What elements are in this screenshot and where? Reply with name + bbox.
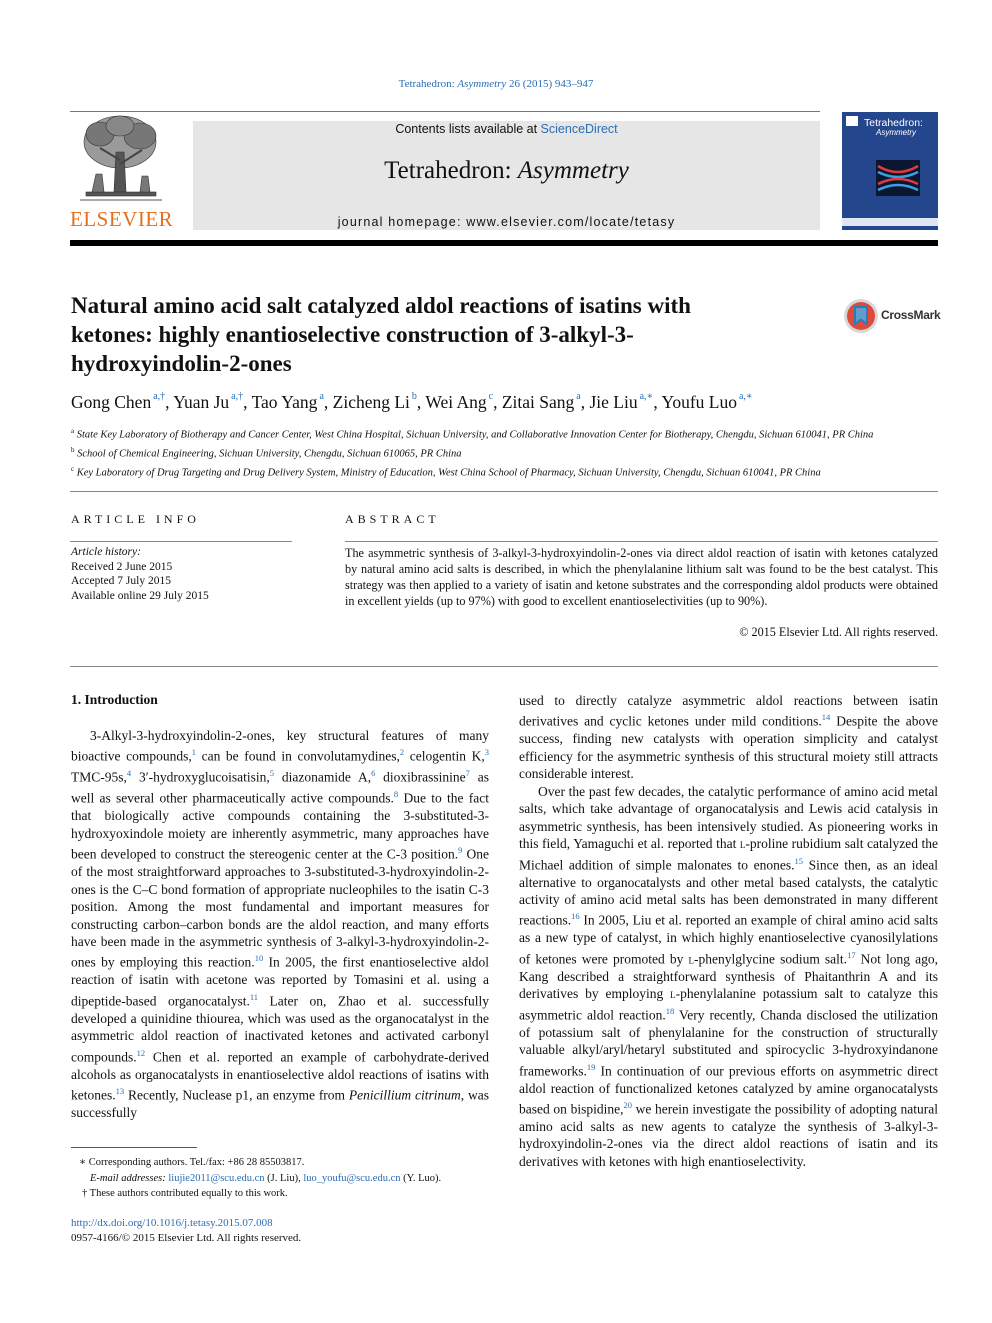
reference-link[interactable]: 18	[665, 1005, 675, 1016]
author-affiliation-marker[interactable]: b	[411, 391, 417, 402]
email-addresses: E-mail addresses: liujie2011@scu.edu.cn (J. Liu), luo_youfu@scu.edu.cn (Y. Luo).	[90, 1172, 442, 1184]
elsevier-tree-icon	[70, 112, 172, 208]
reference-link[interactable]: 11	[249, 991, 259, 1002]
author-affiliation-marker[interactable]: a,∗	[738, 391, 753, 402]
divider	[70, 666, 938, 667]
reference-link[interactable]: 5	[269, 768, 275, 779]
email-link[interactable]: luo_youfu@scu.edu.cn	[303, 1172, 401, 1184]
reference-link[interactable]: 2	[399, 747, 405, 758]
author-name: Youfu Luo	[661, 392, 737, 412]
abstract-heading: ABSTRACT	[345, 512, 440, 526]
reference-link[interactable]: 6	[371, 768, 376, 779]
article-info-heading: ARTICLE INFO	[71, 512, 200, 526]
journal-citation[interactable]: Tetrahedron: Asymmetry 26 (2015) 943–947	[398, 78, 594, 90]
reference-link[interactable]: 15	[794, 855, 804, 866]
issn-copyright: 0957-4166/© 2015 Elsevier Ltd. All rights reserved.	[71, 1232, 302, 1244]
author-affiliation-marker[interactable]: a,†	[153, 391, 166, 402]
author-affiliation-marker[interactable]: a,∗	[639, 391, 654, 402]
author-name: Wei Ang	[425, 392, 487, 412]
reference-link[interactable]: 19	[586, 1061, 596, 1072]
author-affiliation-marker[interactable]: a,†	[231, 391, 244, 402]
cover-artwork-icon	[876, 160, 920, 196]
author-name: Jie Liu	[589, 392, 638, 412]
author-affiliation-marker[interactable]: a	[319, 391, 324, 402]
author-list: Gong Chen $^{a,\dagger}$, Yuan Ju $^{a,\dagger}$, Tao Yang $^a$, Zicheng Li $^b$, Wei Ang $^c$, Zitai Sang $^a$, Jie Liu $^{a,∗}$, Youfu Luo $^{a,∗}$	[71, 391, 753, 412]
body-paragraph: 3-Alkyl-3-hydroxyindolin-2-ones, key structural features of many bioactive compounds,$^1$ can be found in convolutamydines,$^2$ celogentin K,$^3$ TMC-95s,$^4$ 3′-hydroxyglucoisatisin,$^5$ diazonamide A,$^6$ dioxibrassinine$^7$ as well as several other pharmaceutically active compounds.$^8$ Due to the fact that biologically active compounds containing the 3-substituted-3-hydroxyoxindole moiety are inherently asymmetric, many approaches have been developed to construct the stereogenic center at the C-3 position.$^9$ One of the most straightforward approaches to 3-substituted-3-hydroxyindolin-2-ones is the C–C bond formation of appropriate nucleophiles to the isatin C-3 position. Among the most fundamental and important measures for constructing carbon–carbon bonds are the aldol reaction, and many efforts have been made in the asymmetric synthesis of 3-alkyl-3-hydroxyindolin-2-ones by employing this reaction.$^{10}$ In 2005, the first enantioselective aldol reaction of isatin with acetone was reported by Tomasini et al. using a dipeptide-based organocatalyst.$^{11}$ Later on, Zhao et al. successfully developed a quinidine thiourea, which was used as the organocatalyst in the asymmetric aldol reaction of inactivated ketones and activated carbonyl compounds.$^{12}$ Chen et al. reported an example of carbohydrate-derived alcohols as organocatalysts in enantioselective aldol reactions of isatins with ketones.$^{13}$ Recently, Nuclease p1, an enzyme from Penicillium citrinum, was successfully	[71, 728, 490, 1121]
author-name: Zitai Sang	[501, 392, 575, 412]
reference-link[interactable]: 1	[191, 747, 196, 758]
reference-link[interactable]: 4	[126, 768, 132, 779]
body-column-left	[71, 727, 489, 1122]
email-link[interactable]: liujie2011@scu.edu.cn	[168, 1172, 265, 1184]
author-affiliation-marker[interactable]: a	[576, 391, 581, 402]
author-name: Gong Chen	[71, 392, 152, 412]
reference-link[interactable]: 7	[465, 768, 470, 779]
reference-link[interactable]: 16	[571, 911, 580, 922]
body-paragraph: Over the past few decades, the catalytic performance of amino acid metal salts, which take advantage of organocatalysis and Lewis acid catalysis in asymmetric synthesis, has been intensively studied. As pioneering works in this field, Yamaguchi et al. reported that l-proline rubidium salt catalyzed the Michael addition of simple malonates to enones.$^{15}$ Since then, as an ideal alternative to organocatalysts and other metal based catalysts, the catalytic activity of amino acid metal salts has been demonstrated in many different reactions.$^{16}$ In 2005, Liu et al. reported an example of chiral amino acid salts as a new type of catalyst, in which highly enantioselective cyanosilylations of ketones were promoted by l-phenylglycine sodium salt.$^{17}$ Not long ago, Kang described a straightforward synthesis of Phaitanthrin A and its derivatives by employing l-phenylalanine potassium salt to catalyze this asymmetric aldol reaction.$^{18}$ Very recently, Chanda disclosed the utilization of potassium salt of phenylalanine for the construction of structurally valuable alkyl/aryl/hetaryl substituted and spirocyclic 3-hydroxyindanone frameworks.$^{19}$ In continuation of our previous efforts on asymmetric direct aldol reaction of functionalized ketones catalyzed by amine organocatalysts based on bispidine,$^{20}$ we herein investigate the possibility of adopting natural amino acid salts as new agents to catalyze the synthesis of 3-alkyl-3-hydroxyindolin-2-ones via the direct aldol reactions of isatin and its derivatives with ketones with high enantioselectivity.	[519, 783, 939, 1169]
affiliation: $^a$ State Key Laboratory of Biotherapy and Cancer Center, West China Hospital, Sichuan University, and Collaborative Innovation Center for Biotherapy, Chengdu, Sichuan 610041, PR China	[71, 427, 874, 441]
header-top-rule	[70, 111, 820, 112]
reference-link[interactable]: 17	[847, 949, 856, 960]
author-name: Yuan Ju	[173, 392, 230, 412]
contents-available: Contents lists available at ScienceDirect	[395, 122, 618, 136]
article-history: Article history: Received 2 June 2015 Accepted 7 July 2015 Available online 29 July 2015	[71, 546, 209, 602]
abstract-copyright: © 2015 Elsevier Ltd. All rights reserved.	[739, 625, 938, 639]
sciencedirect-link[interactable]: ScienceDirect	[540, 122, 618, 136]
equal-contribution-note: † These authors contributed equally to this work.	[82, 1188, 288, 1199]
reference-link[interactable]: 3	[484, 747, 489, 758]
footnotes	[71, 1155, 491, 1202]
cover-title: Tetrahedron: Asymmetry	[864, 117, 923, 137]
elsevier-logo[interactable]	[70, 112, 172, 232]
reference-link[interactable]: 20	[623, 1099, 632, 1110]
reference-link[interactable]: 10	[254, 953, 264, 964]
doi-link[interactable]: http://dx.doi.org/10.1016/j.tetasy.2015.07.008	[71, 1217, 273, 1229]
reference-link[interactable]: 14	[821, 712, 831, 723]
journal-name: Tetrahedron: Asymmetry	[384, 157, 629, 184]
doi-block	[71, 1216, 301, 1246]
body-paragraph: used to directly catalyze asymmetric aldol reactions between isatin derivatives and cyclic ketones under mild conditions.$^{14}$ Despite the above success, finding new catalysts with operation simplicity and catalyst efficiency for the asymmetric synthesis of this structural moiety still attracts considerable interest.	[519, 693, 938, 782]
journal-homepage-link[interactable]: journal homepage: www.elsevier.com/locate/tetasy	[337, 215, 676, 229]
article-title: Natural amino acid salt catalyzed aldol reactions of isatins with ketones: highly enantioselective construction of 3-alkyl-3-hydroxyindolin-2-ones	[71, 293, 691, 376]
journal-cover-image[interactable]	[842, 112, 938, 230]
author-name: Tao Yang	[251, 392, 318, 412]
crossmark-icon	[843, 298, 879, 334]
publisher-wordmark: ELSEVIER	[70, 207, 174, 231]
reference-link[interactable]: 12	[136, 1047, 146, 1058]
author-affiliation-marker[interactable]: c	[488, 391, 494, 402]
body-column-right	[519, 692, 938, 1170]
header-bottom-rule	[70, 240, 938, 246]
abstract-text: The asymmetric synthesis of 3-alkyl-3-hydroxyindolin-2-ones via direct aldol reaction of isatin with ketones catalyzed by natural amino acid salts is described, in which the phenylalanine lithium salt was found to be the best catalyst. This strategy was then applied to a variety of isatin and ketone substrates and the corresponding aldol products were obtained in excellent yields (up to 97%) with good to excellent enantioselectivities (up to 90%).	[345, 546, 938, 608]
reference-link[interactable]: 13	[115, 1086, 125, 1097]
author-name: Zicheng Li	[332, 392, 410, 412]
reference-link[interactable]: 8	[393, 789, 399, 800]
divider	[70, 491, 938, 492]
corresponding-author-note: ∗ Corresponding authors. Tel./fax: +86 28 85503817.	[79, 1157, 305, 1168]
affiliation: $^b$ School of Chemical Engineering, Sichuan University, Chengdu, Sichuan 610065, PR China	[71, 446, 462, 460]
reference-link[interactable]: 9	[458, 845, 463, 856]
crossmark-badge[interactable]: CrossMark	[843, 298, 943, 334]
journal-banner	[193, 121, 820, 230]
affiliation: $^c$ Key Laboratory of Drug Targeting and Drug Delivery System, Ministry of Education, West China School of Pharmacy, Sichuan University, Chengdu, Sichuan 610041, PR China	[71, 465, 821, 479]
section-heading-introduction: 1. Introduction	[71, 692, 158, 707]
affiliations	[71, 424, 937, 481]
